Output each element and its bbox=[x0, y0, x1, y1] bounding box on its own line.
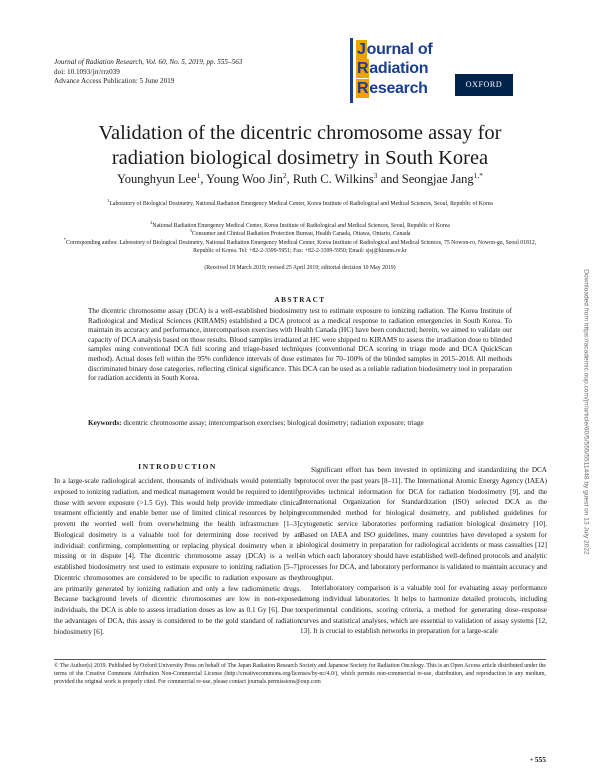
author-separator: and bbox=[377, 172, 402, 186]
affiliation-text: Corresponding author. Laboratory of Biological Dosimetry, National Radiation Emergency Medical Center, Korea Institute of Radiological and Medical Sciences, 75 Nowon-ro, Nowon-gu, Seoul 01812, Republic of Korea. Tel: +82-2-3399-5951; Fax: +82-2-3399-5950; Email: sjsj@kirams.re.kr bbox=[66, 240, 537, 254]
keywords-text: dicentric chromosome assay; intercomparison exercises; biological dosimetry; radiation exposure; triage bbox=[121, 419, 424, 427]
advance-access-line: Advance Access Publication: 5 June 2019 bbox=[54, 77, 175, 86]
keywords-label: Keywords: bbox=[88, 419, 122, 427]
left-column bbox=[54, 476, 301, 637]
author-affil-sup: 1,* bbox=[473, 171, 484, 180]
author-name[interactable]: Young Woo Jin bbox=[206, 172, 283, 186]
affiliation-3 bbox=[60, 230, 540, 238]
author-separator: , bbox=[200, 172, 207, 186]
author-separator: , bbox=[286, 172, 293, 186]
author-name[interactable]: Younghyun Lee bbox=[116, 172, 197, 186]
affiliation-1 bbox=[60, 200, 540, 208]
page-number-value: 555 bbox=[534, 755, 546, 764]
logo-word-journal: Journal of bbox=[357, 41, 433, 58]
journal-logo bbox=[350, 38, 448, 103]
logo-capital-letter: J bbox=[357, 41, 366, 58]
affiliation-sup: 3 bbox=[189, 228, 192, 233]
download-watermark bbox=[581, 216, 591, 608]
logo-bar bbox=[350, 38, 353, 103]
page-bullet-icon: • bbox=[530, 755, 533, 764]
article-title-line-1: Validation of the dicentric chromosome assay for bbox=[98, 122, 502, 144]
paragraph: Significant effort has been invested in optimizing and standardizing the DCA protocol over the past years [8–11]. The International Atomic Energy Agency (IAEA) provides technical information for DCA for radiation biodosimetry [9], and the International Organization for Standardization (ISO) selected DCA as the recommended method for biological dosimetry, and published guidelines for cytogenetic service laboratories performing radiation biological dosimetry [10]. Based on IAEA and ISO guidelines, many countries have developed a system for biological dosimetry in preparation for radiological accidents or mass casualties [12] in which each laboratory should have established well-defined protocols and analytic processes for DCA, and laboratory performance is validated to maintain accuracy and throughput. bbox=[300, 466, 547, 582]
affiliation-sup: 2 bbox=[150, 220, 153, 225]
abstract-text: The dicentric chromosome assay (DCA) is a well-established biodosimetry test to estimate exposure to ionizing radiation. The Korea Institute of Radiological and Medical Sciences (KIRAMS) established a DCA protocol as a medical response to radiation emergencies in South Korea. To maintain its accuracy and performance, intercomparison exercises with Health Canada (HC) have been conducted; herein, we aimed to validate our capacity of DCA analysis based on those results. Blood samples irradiated at HC were shipped to KIRAMS to assess the irradiation dose to blinded samples using conventional DCA full scoring and triage-based techniques (conventional DCA scoring in triage mode and DCA QuickScan method). Actual doses fell within the 95% confidence intervals of dose estimates for 70–100% of the blinded samples in 2015–2018. All methods discriminated binary dose categories, reflecting clinical significance. This DCA can be used as a reliable radiation biodosimetry tool in preparation for radiation accidents in South Korea. bbox=[88, 307, 512, 383]
license-footnote: © The Author(s) 2019. Published by Oxford University Press on behalf of The Japan Radiation Research Society and Japanese Society for Radiation Oncology. This is an Open Access article distributed under the terms of the Creative Commons Attribution Non-Commercial License (http://creativecommons.org/licenses/by-nc/4.0/), which permits non-commercial re-use, distribution, and reproduction in any medium, provided the original work is properly cited. For commercial re-use, please contact journals.permissions@oup.com bbox=[54, 663, 546, 686]
page-number bbox=[512, 755, 546, 764]
author-affil-sup: 1 bbox=[196, 171, 201, 180]
logo-word-radiation: Radiation bbox=[357, 60, 429, 77]
doi-line[interactable]: doi: 10.1093/jrr/rrz039 bbox=[54, 67, 120, 76]
oxford-publisher-badge: OXFORD bbox=[455, 74, 513, 96]
affiliation-text: National Radiation Emergency Medical Center, Korea Institute of Radiological and Medical Sciences, Seoul, Republic of Korea bbox=[152, 223, 450, 229]
journal-citation: Journal of Radiation Research, Vol. 60, No. 5, 2019, pp. 555–563 bbox=[54, 58, 243, 66]
affiliation-2 bbox=[60, 222, 540, 230]
footnote-divider bbox=[54, 659, 546, 660]
logo-capital-letter: R bbox=[357, 60, 369, 77]
introduction-heading: INTRODUCTION bbox=[138, 462, 217, 471]
abstract-heading: ABSTRACT bbox=[274, 296, 326, 304]
logo-capital-letter: R bbox=[357, 80, 369, 97]
logo-word-research: Research bbox=[357, 80, 428, 97]
corresponding-author bbox=[60, 239, 540, 255]
download-note-text: Downloaded from https://academic.oup.com/jrr/article/60/5/555/5511448 by guest on 13 July 2022 bbox=[582, 269, 590, 555]
affiliation-text: Laboratory of Biological Dosimetry, National Radiation Emergency Medical Center, Korea Institute of Radiological and Medical Sciences, Seoul, Republic of Korea bbox=[109, 201, 493, 207]
author-affil-sup: 2 bbox=[282, 171, 287, 180]
affiliation-sup: 1 bbox=[107, 198, 110, 203]
author-affil-sup: 3 bbox=[373, 171, 378, 180]
author-list bbox=[30, 171, 570, 187]
received-dates: (Received 18 March 2019; revised 25 April 2019; editorial decision 10 May 2019) bbox=[204, 265, 396, 271]
article-title-line-2: radiation biological dosimetry in South Korea bbox=[111, 147, 489, 169]
journal-header bbox=[54, 58, 314, 87]
right-column bbox=[300, 465, 547, 637]
paragraph: Interlaboratory comparison is a valuable tool for evaluating assay performance among individual laboratories. It helps to harmonize detailed protocols, including experimental conditions, scoring criteria, a method for generating dose–response curves and statistical analyses, which are essential to validation of assay systems [12, 13]. It is crucial to establish networks in preparation for a large-scale bbox=[300, 584, 547, 636]
affiliation-text: Consumer and Clinical Radiation Protection Bureau, Health Canada, Ottawa, Ontario, Canada bbox=[191, 231, 411, 237]
affiliation-sup: * bbox=[63, 237, 67, 242]
author-name[interactable]: Seongjae Jang bbox=[401, 172, 474, 186]
author-name[interactable]: Ruth C. Wilkins bbox=[292, 172, 374, 186]
paragraph: In a large-scale radiological accident, thousands of individuals would potentially be exposed to ionizing radiation, and medical management would be required to identify those with severe exposure (>1.5 Gy). This would help provide immediate clinical treatment efficiently and enable better use of limited clinical resources by helping prevent the worried well from overwhelming the health infrastructure [1–3]. Biological dosimetry is a valuable tool for determining dose received by an individual: confirming, complementing or replacing physical dosimetry when it is missing or in dispute [4]. The dicentric chromosome assay (DCA) is a well-established biodosimetry test used to estimate exposure to ionizing radiation [5–7]. Dicentric chromosomes are considered to be specific to radiation exposure as they are primarily generated by ionizing radiation and only a few radiomimetic drugs. Because background levels of dicentric chromosomes are low in non-exposed individuals, the DCA is able to assess irradiation doses as low as 0.1 Gy [6]. Due to the advantages of DCA, this assay is considered to be the gold standard of radiation biodosimetry [6]. bbox=[54, 477, 301, 636]
keywords bbox=[88, 419, 512, 429]
